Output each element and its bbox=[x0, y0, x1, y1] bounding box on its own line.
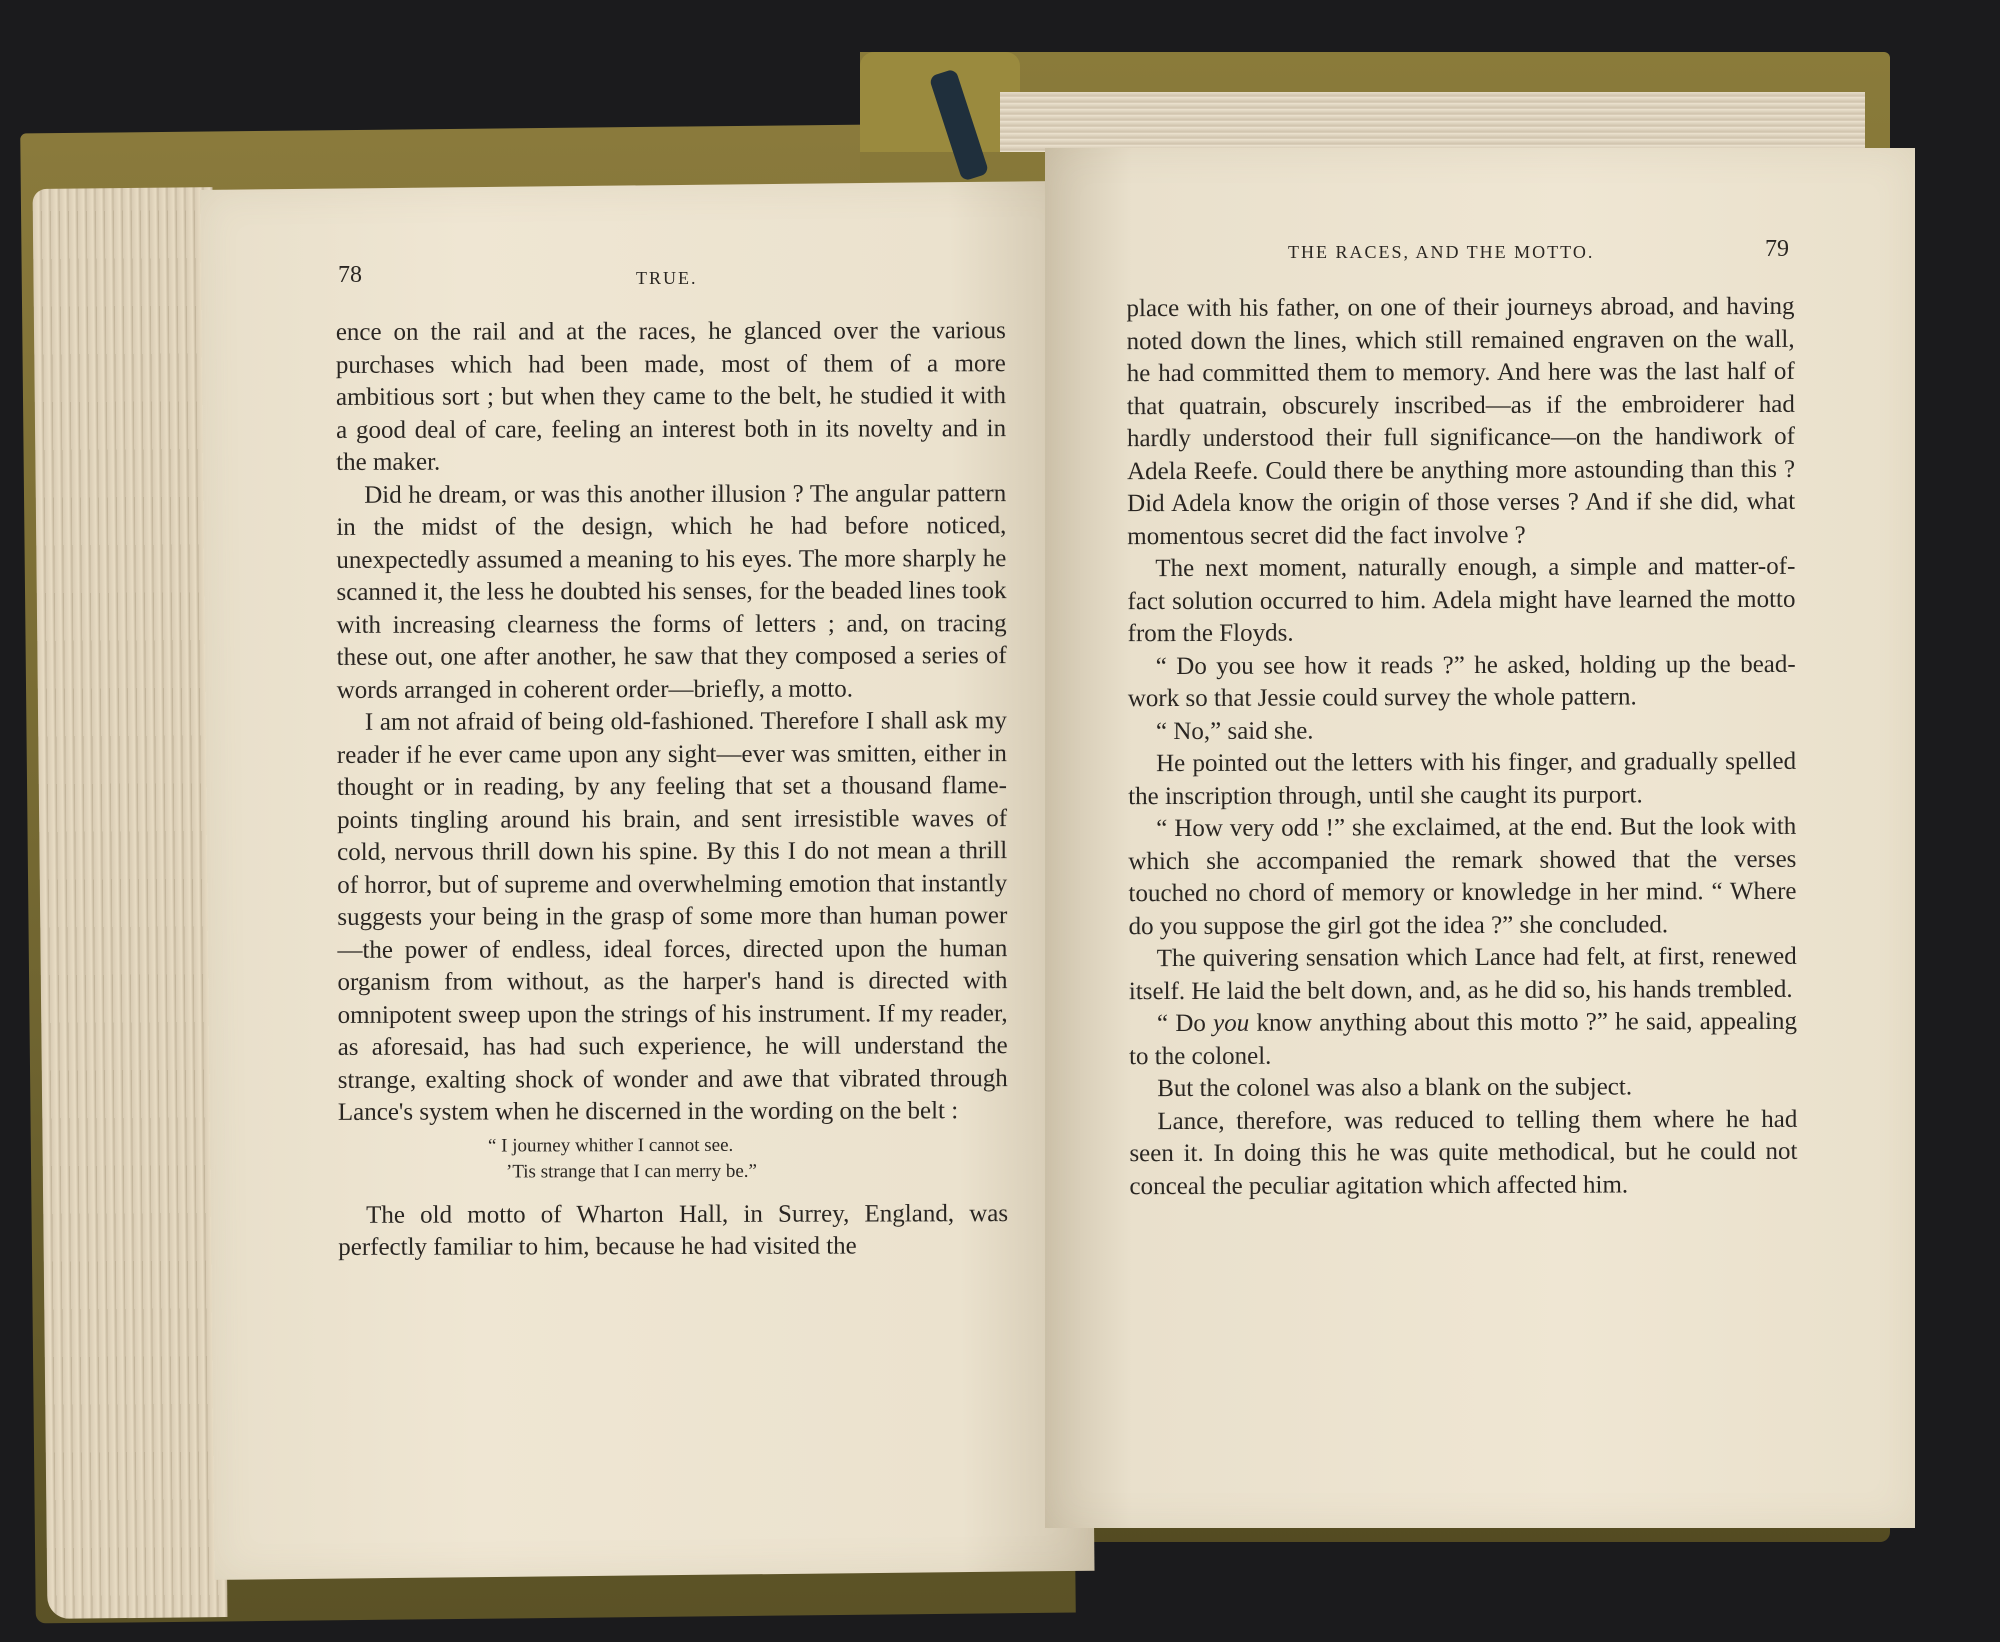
paragraph: Lance, therefore, was reduced to telling them where he had seen it. In doing this he was quite methodical, but he could not conceal the peculiar agitation which affected him. bbox=[1129, 1105, 1798, 1200]
page-edges-top bbox=[1000, 92, 1865, 152]
paragraph: He pointed out the letters with his finger, and gradually spelled the inscription through, until she caught its purport. bbox=[1128, 747, 1797, 810]
paragraph: ence on the rail and at the races, he glanced over the various purchases which had been made, most of them of a more ambitious sort ; but when they came to the belt, he studied it with a good deal of care, feeling an interest both in its novelty and in the maker. bbox=[335, 317, 1007, 476]
paragraph: But the colonel was also a blank on the subject. bbox=[1157, 1073, 1633, 1103]
emphasis: you bbox=[1213, 1009, 1250, 1037]
paragraph: The old motto of Wharton Hall, in Surrey, England, was perfectly familiar to him, because he had visited the bbox=[338, 1199, 1009, 1261]
paragraph: “ No,” said she. bbox=[1155, 717, 1314, 745]
paragraph: Did he dream, or was this another illusion ? The angular pattern in the midst of the design, which he had before noticed, unexpectedly assumed a meaning to his eyes. The more sharply he scanned it, the less he doubted his senses, for the beaded lines took with increasing clearness the forms of letters ; and, on tracing these out, one after another, he saw that they composed a series of words arranged in coherent order—briefly, a motto. bbox=[336, 479, 1007, 704]
right-page-number: 79 bbox=[1765, 236, 1789, 262]
text-run: know anything about this motto ?” he said, appealing to the colonel. bbox=[1129, 1007, 1797, 1070]
paragraph: “ How very odd !” she exclaimed, at the end. But the look with which she accompanied the remark showed that the verses touched no chord of memory or knowledge in her mind. “ Where do you suppose the girl got the idea ?” she concluded. bbox=[1128, 812, 1797, 940]
text-run: “ Do bbox=[1156, 1009, 1214, 1038]
paragraph: The quivering sensation which Lance had felt, at first, renewed itself. He laid the belt down, and, as he did so, his hands trembled. bbox=[1128, 942, 1797, 1005]
paragraph: I am not afraid of being old-fashioned. Therefore I shall ask my reader if he ever came upon any sight—ever was smitten, either in thought or in reading, by any feeling that set a thousand flame-points tingling around his brain, and sent irresistible waves of cold, nervous thrill down his spine. By this I do not mean a thrill of horror, but of supreme and overwhelming emotion that instantly suggests your being in the grasp of some more than human power—the power of endless, ideal forces, directed upon the human organism from without, as the harper's hand is directed with omnipotent sweep upon the strings of his instrument. If my reader, as aforesaid, has had such experience, he will understand the strange, exalting shock of wonder and awe that vibrated through Lance's system when he discerned in the wording on the belt : bbox=[336, 707, 1008, 1126]
poem-line: ’Tis strange that I can merry be.” bbox=[505, 1160, 758, 1182]
left-page-body bbox=[336, 315, 1008, 1264]
right-running-head: THE RACES, AND THE MOTTO. bbox=[1288, 242, 1595, 262]
paragraph: place with his father, on one of their journeys abroad, and having noted down the lines, which still remained engraven on the wall, he had committed them to memory. And here was the last half of that quatrain, obscurely inscribed—as if the embroiderer had hardly understood their full significance—on the handiwork of Adela Reefe. Could there be anything more astounding than this ? Did Adela know the origin of those verses ? And if she did, what momentous secret did the fact involve ? bbox=[1126, 292, 1796, 550]
paragraph: “ Do you see how it reads ?” he asked, holding up the bead-work so that Jessie could survey the whole pattern. bbox=[1127, 650, 1796, 713]
poem-line: “ I journey whither I cannot see. bbox=[487, 1134, 734, 1156]
left-page-number: 78 bbox=[338, 262, 362, 288]
paragraph: The next moment, naturally enough, a simple and matter-of-fact solution occurred to him. Adela might have learned the motto from the Floyds. bbox=[1127, 552, 1796, 648]
page-edges-left bbox=[33, 187, 228, 1619]
right-page-body bbox=[1126, 291, 1797, 1203]
paragraph bbox=[1129, 1006, 1797, 1073]
left-running-head: TRUE. bbox=[636, 268, 698, 288]
